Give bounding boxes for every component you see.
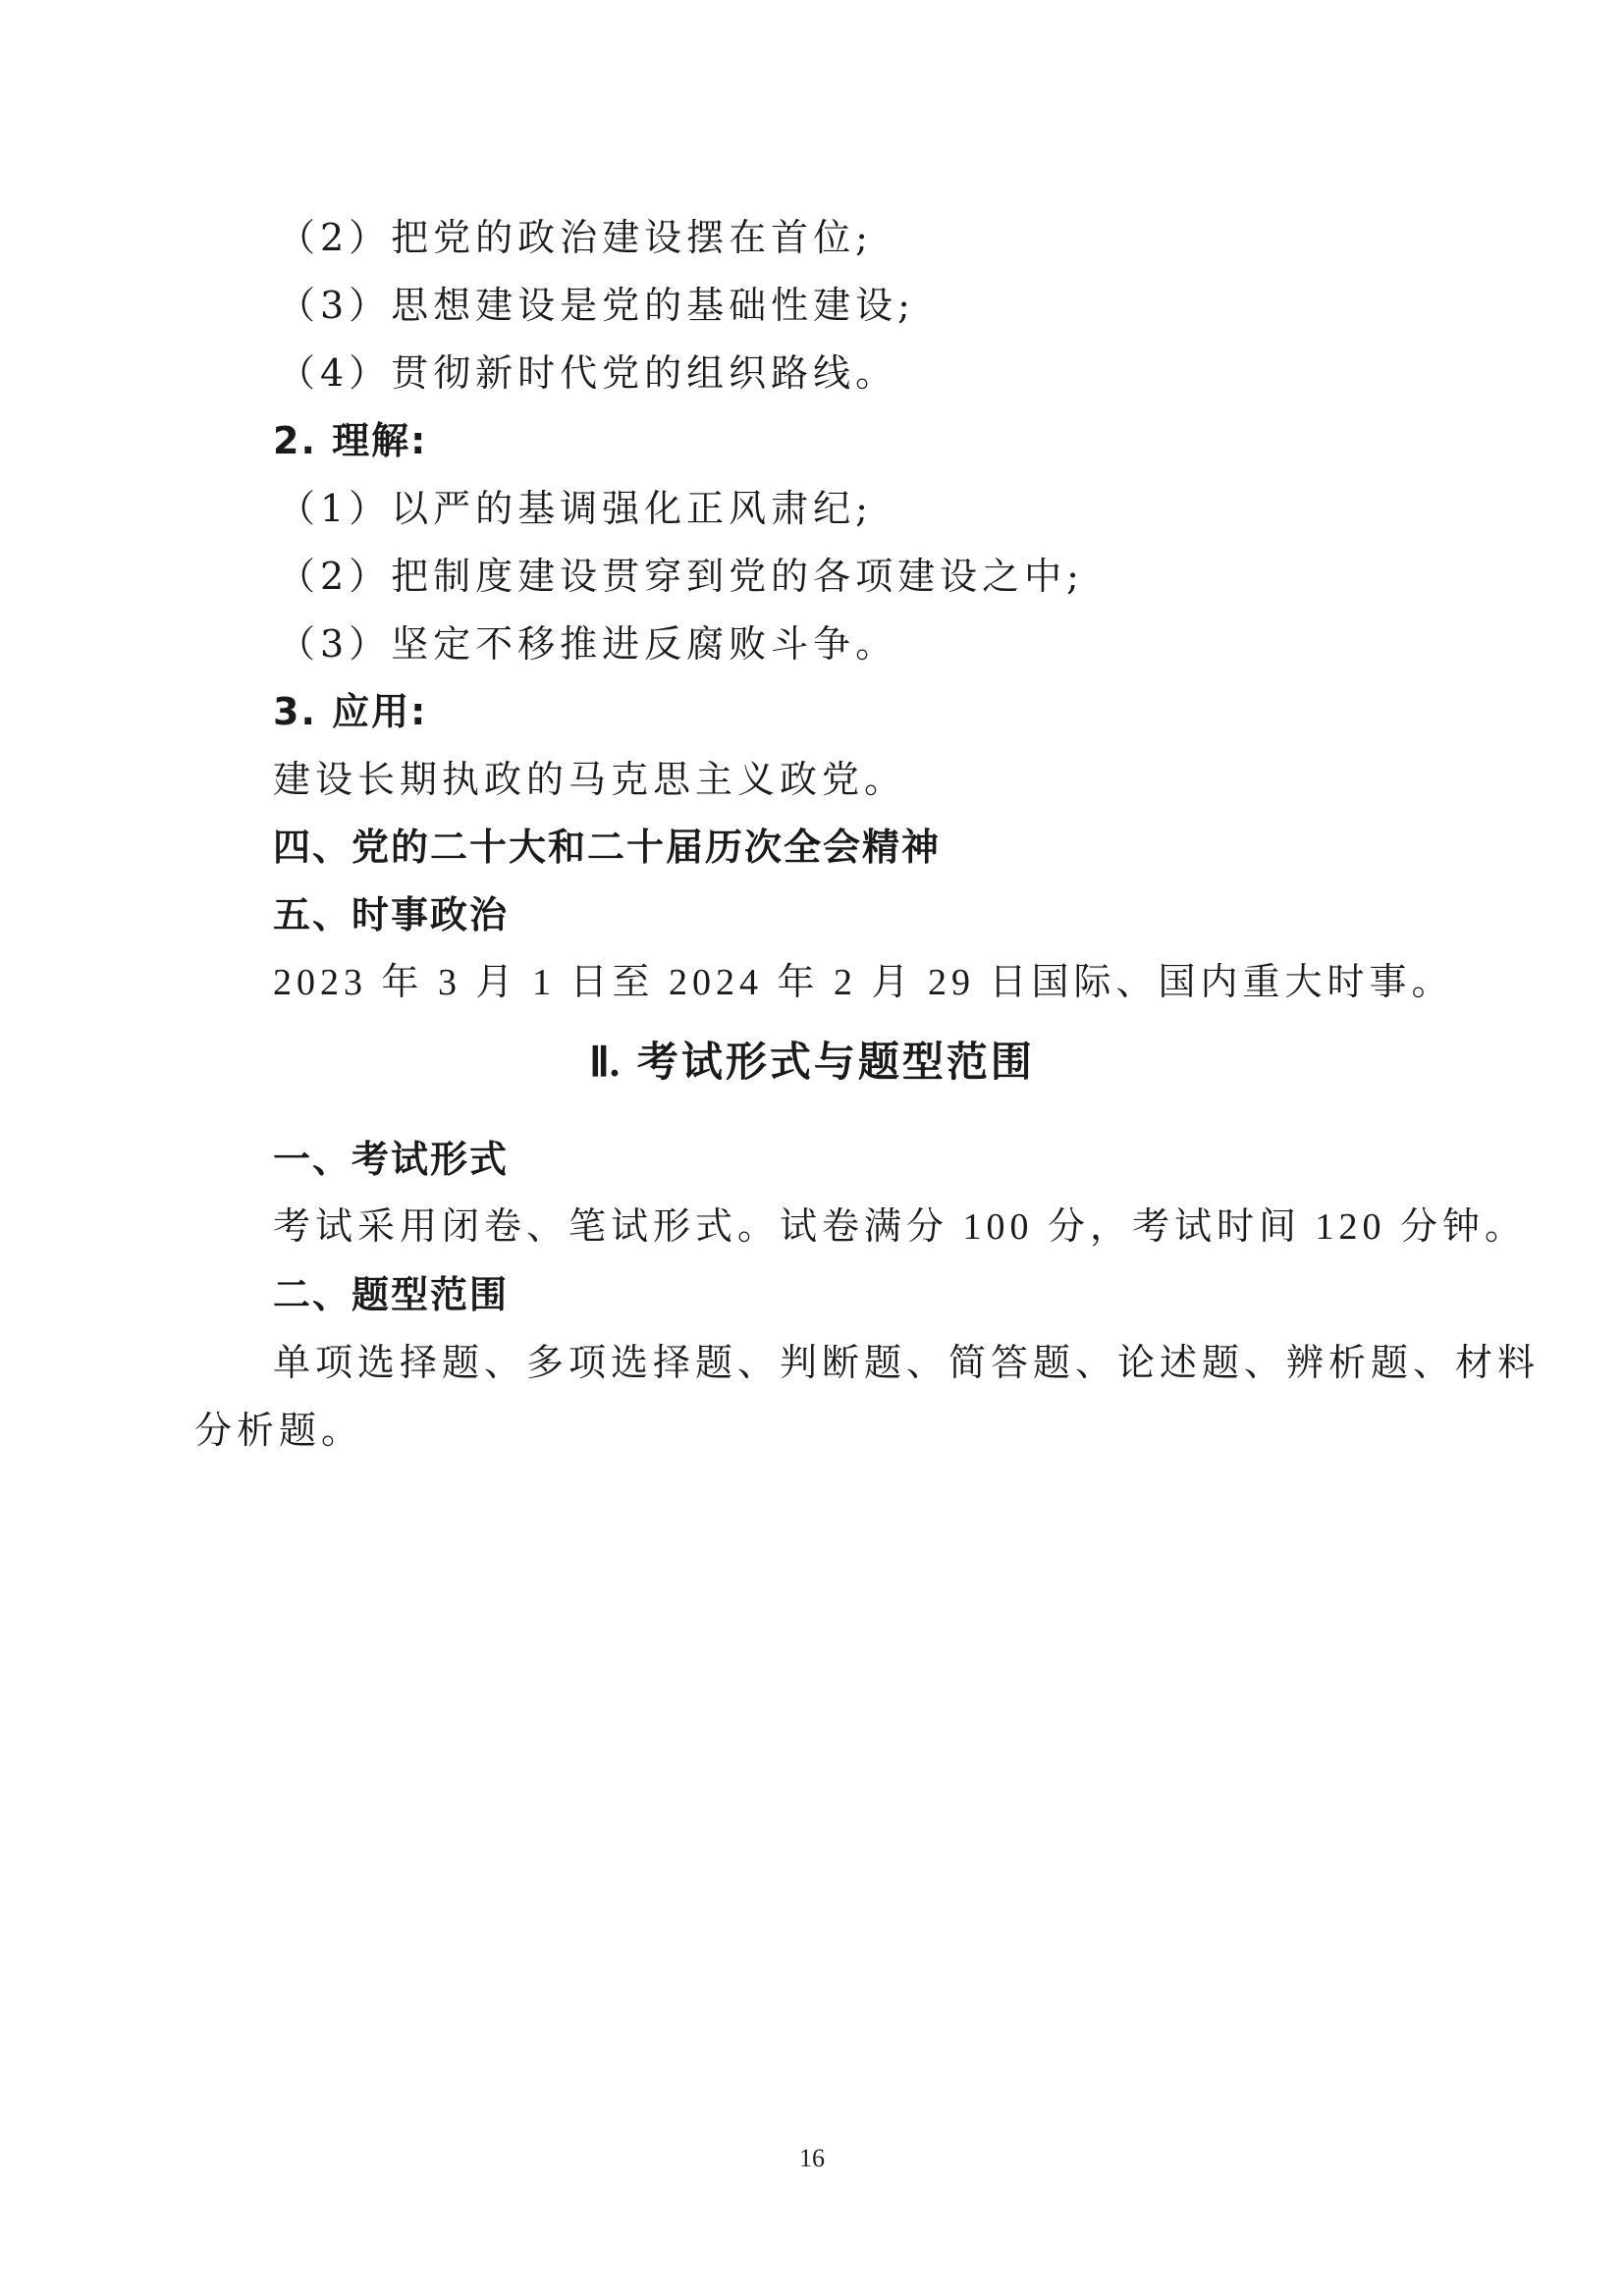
paragraph-question-types-cont: 分析题。 <box>194 1409 364 1452</box>
list-item: （3）坚定不移推进反腐败斗争。 <box>278 622 898 666</box>
paragraph-exam-form: 考试采用闭卷、笔试形式。试卷满分 100 分，考试时间 120 分钟。 <box>273 1206 1528 1248</box>
list-item: （2）把党的政治建设摆在首位; <box>278 216 873 259</box>
subheading-understand: 2. 理解: <box>273 419 428 462</box>
list-item: （3）思想建设是党的基础性建设; <box>278 284 915 327</box>
section-heading-5: 五、时事政治 <box>273 893 510 936</box>
list-item: （4）贯彻新时代党的组织路线。 <box>278 351 898 395</box>
chapter-roman-numeral: Ⅱ. <box>589 1041 621 1086</box>
paragraph: 建设长期执政的马克思主义政党。 <box>273 758 907 801</box>
subheading-apply: 3. 应用: <box>273 690 428 733</box>
section-heading-exam-form: 一、考试形式 <box>273 1138 510 1181</box>
paragraph-current-affairs: 2023 年 3 月 1 日至 2024 年 2 月 29 日国际、国内重大时事。 <box>273 962 1454 1003</box>
section-heading-4: 四、党的二十大和二十届历次全会精神 <box>273 826 942 869</box>
chapter-title-text: 考试形式与题型范围 <box>636 1038 1035 1086</box>
list-item: （2）把制度建设贯穿到党的各项建设之中; <box>278 555 1084 598</box>
chapter-title <box>0 1039 1624 1087</box>
page-number: 16 <box>799 2144 825 2172</box>
list-item: （1）以严的基调强化正风肃纪; <box>278 487 873 530</box>
paragraph-question-types: 单项选择题、多项选择题、判断题、简答题、论述题、辨析题、材料 <box>273 1341 1541 1384</box>
section-heading-question-types: 二、题型范围 <box>273 1273 510 1316</box>
